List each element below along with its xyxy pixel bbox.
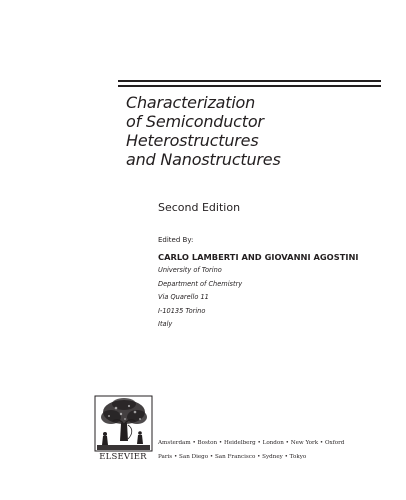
- affiliation-line: Italy: [158, 320, 173, 328]
- affiliation-line: I-10135 Torino: [158, 306, 206, 315]
- affiliation-line: Department of Chemistry: [158, 279, 243, 288]
- title-rule-bottom: [118, 85, 381, 87]
- edited-by-label: Edited By:: [158, 236, 194, 244]
- cities-line: Amsterdam • Boston • Heidelberg • London • New York • Oxford: [158, 440, 345, 446]
- title-line-1: Characterization: [126, 93, 256, 112]
- affiliation-line: University of Torino: [158, 266, 222, 274]
- editors-names: CARLO LAMBERTI AND GIOVANNI AGOSTINI: [158, 252, 359, 262]
- editor-affiliation: [158, 264, 242, 332]
- title-line-4: and Nanostructures: [126, 150, 281, 169]
- cities-line: Paris • San Diego • San Francisco • Sydney • Tokyo: [158, 454, 307, 460]
- elsevier-tree-icon: [94, 395, 154, 457]
- title-line-2: of Semiconductor: [126, 112, 264, 131]
- title-rule-top: [118, 80, 381, 82]
- title-line-3: Heterostructures: [126, 131, 259, 150]
- edition-label: Second Edition: [158, 201, 241, 214]
- book-title: [126, 93, 396, 169]
- affiliation-line: Via Quarello 11: [158, 293, 209, 301]
- publisher-name: ELSEVIER: [99, 452, 147, 462]
- publisher-cities: [158, 436, 344, 464]
